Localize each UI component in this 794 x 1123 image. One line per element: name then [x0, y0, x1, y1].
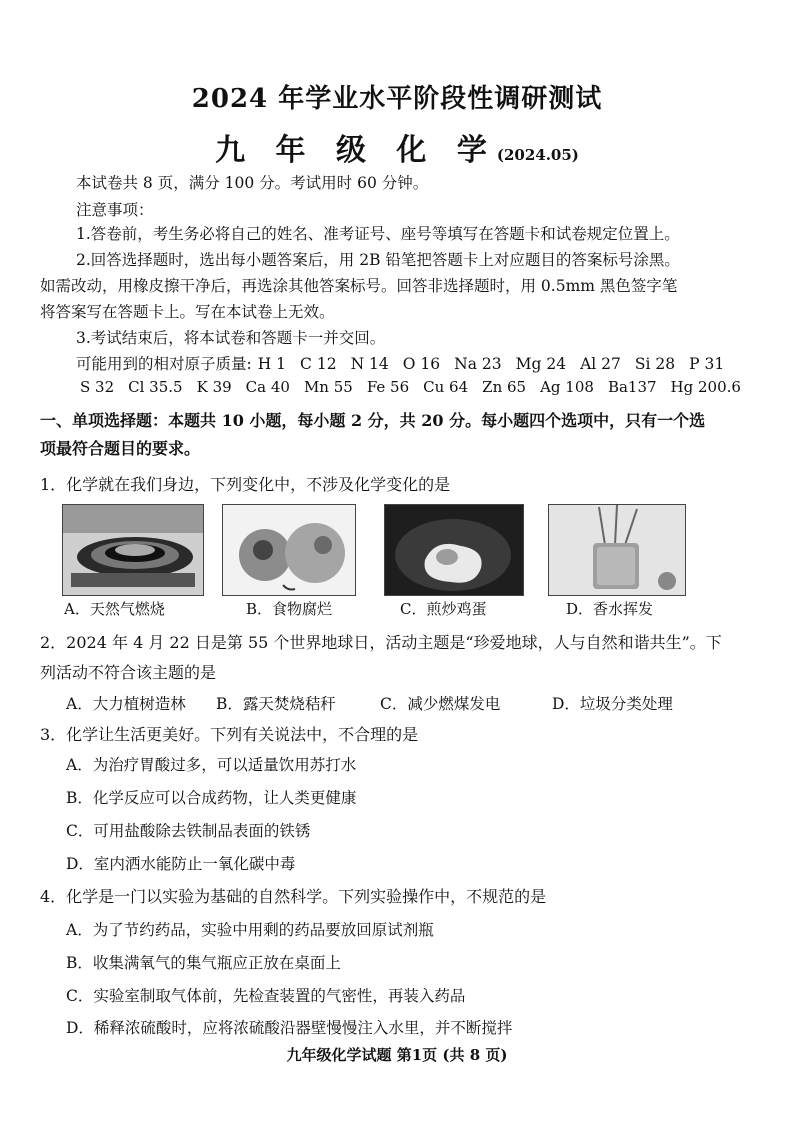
question-4-option-d: D．稀释浓硫酸时，应将浓硫酸沿器壁慢慢注入水里，并不断搅拌: [66, 1019, 513, 1037]
gas-stove-photo: [62, 504, 204, 596]
subject-label: 九 年 级 化 学: [215, 133, 497, 168]
question-4-stem: 4．化学是一门以实验为基础的自然科学。下列实验操作中，不规范的是: [40, 887, 547, 906]
atomic-mass: Na 23: [454, 355, 502, 373]
atomic-mass-row-1: [76, 352, 794, 374]
question-4-option-a: A．为了节约药品，实验中用剩的药品要放回原试剂瓶: [66, 921, 434, 939]
question-3-option-d: D．室内洒水能防止一氧化碳中毒: [66, 855, 296, 873]
exam-title: 2024 年学业水平阶段性调研测试: [191, 84, 603, 114]
question-4-option-c: C．实验室制取气体前，先检查装置的气密性，再装入药品: [66, 987, 466, 1005]
rotten-fruit-illustration: [223, 505, 355, 595]
question-1-option-a: A．天然气燃烧: [64, 600, 165, 618]
atomic-mass: Al 27: [580, 355, 621, 373]
notice-item-3: 3.考试结束后，将本试卷和答题卡一并交回。: [76, 329, 386, 347]
atomic-mass: Mg 24: [515, 355, 567, 373]
question-2-stem-cont: 列活动不符合该主题的是: [40, 663, 217, 682]
section-heading-cont: 项最符合题目的要求。: [40, 439, 201, 458]
atomic-mass: Cu 64: [423, 378, 469, 396]
question-2-options: [66, 692, 706, 714]
atomic-mass: N 14: [350, 355, 389, 373]
atomic-mass-label: 可能用到的相对原子质量:: [76, 355, 252, 373]
notice-label: 注意事项：: [76, 201, 154, 219]
question-2-option-d: D．垃圾分类处理: [552, 695, 673, 713]
atomic-mass-row-2: [80, 378, 794, 396]
atomic-mass: S 32: [80, 378, 115, 396]
atomic-mass: Zn 65: [482, 378, 527, 396]
atomic-mass: Cl 35.5: [128, 378, 183, 396]
question-3-option-b: B．化学反应可以合成药物，让人类更健康: [66, 789, 357, 807]
fried-egg-illustration: [385, 505, 523, 595]
atomic-mass: H 1: [257, 355, 287, 373]
subject-title: [0, 125, 794, 169]
atomic-mass: Si 28: [634, 355, 676, 373]
atomic-mass: Ca 40: [245, 378, 290, 396]
atomic-mass: Mn 55: [303, 378, 353, 396]
fried-egg-photo: [384, 504, 524, 596]
exam-info: 本试卷共 8 页，满分 100 分。考试用时 60 分钟。: [76, 174, 429, 192]
section-heading: 一、单项选择题：本题共 10 小题，每小题 2 分，共 20 分。每小题四个选项中，只有一个选: [40, 411, 706, 430]
question-3-stem: 3．化学让生活更美好。下列有关说法中，不合理的是: [40, 725, 419, 744]
question-2-option-a: A．大力植树造林: [66, 695, 186, 713]
exam-date: (2024.05): [496, 146, 579, 164]
perfume-diffuser-illustration: [549, 505, 685, 595]
atomic-mass: C 12: [300, 355, 337, 373]
question-1-stem: 1．化学就在我们身边，下列变化中，不涉及化学变化的是: [40, 475, 451, 494]
atomic-mass: Hg 200.6: [670, 378, 741, 396]
notice-item-2-end: 将答案写在答题卡上。写在本试卷上无效。: [40, 303, 335, 321]
notice-item-2-cont: 如需改动，用橡皮擦干净后，再选涂其他答案标号。回答非选择题时，用 0.5mm 黑色签字笔: [40, 277, 678, 295]
notice-item-1: 1.答卷前，考生务必将自己的姓名、准考证号、座号等填写在答题卡和试卷规定位置上。: [76, 225, 680, 243]
atomic-mass: Ba137: [607, 378, 657, 396]
atomic-mass: O 16: [402, 355, 441, 373]
question-3-option-a: A．为治疗胃酸过多，可以适量饮用苏打水: [66, 756, 357, 774]
atomic-mass: P 31: [689, 355, 725, 373]
gas-stove-illustration: [63, 505, 203, 595]
atomic-mass: Fe 56: [366, 378, 410, 396]
question-2-option-b: B．露天焚烧秸秆: [216, 695, 336, 713]
question-1-option-d: D．香水挥发: [566, 600, 654, 618]
question-1-option-c: C．煎炒鸡蛋: [400, 600, 487, 618]
page-footer: 九年级化学试题 第1页 (共 8 页): [286, 1046, 508, 1064]
question-4-option-b: B．收集满氧气的集气瓶应正放在桌面上: [66, 954, 341, 972]
atomic-mass: K 39: [196, 378, 232, 396]
question-2-stem: 2．2024 年 4 月 22 日是第 55 个世界地球日，活动主题是“珍爱地球，人与自然和谐共生”。下: [40, 633, 722, 652]
question-2-option-c: C．减少燃煤发电: [380, 695, 501, 713]
question-1-option-b: B．食物腐烂: [246, 600, 333, 618]
rotten-fruit-photo: [222, 504, 356, 596]
notice-item-2: 2.回答选择题时，选出每小题答案后，用 2B 铅笔把答题卡上对应题目的答案标号涂黑。: [76, 251, 680, 269]
atomic-mass: Ag 108: [540, 378, 594, 396]
question-3-option-c: C．可用盐酸除去铁制品表面的铁锈: [66, 822, 311, 840]
perfume-diffuser-photo: [548, 504, 686, 596]
